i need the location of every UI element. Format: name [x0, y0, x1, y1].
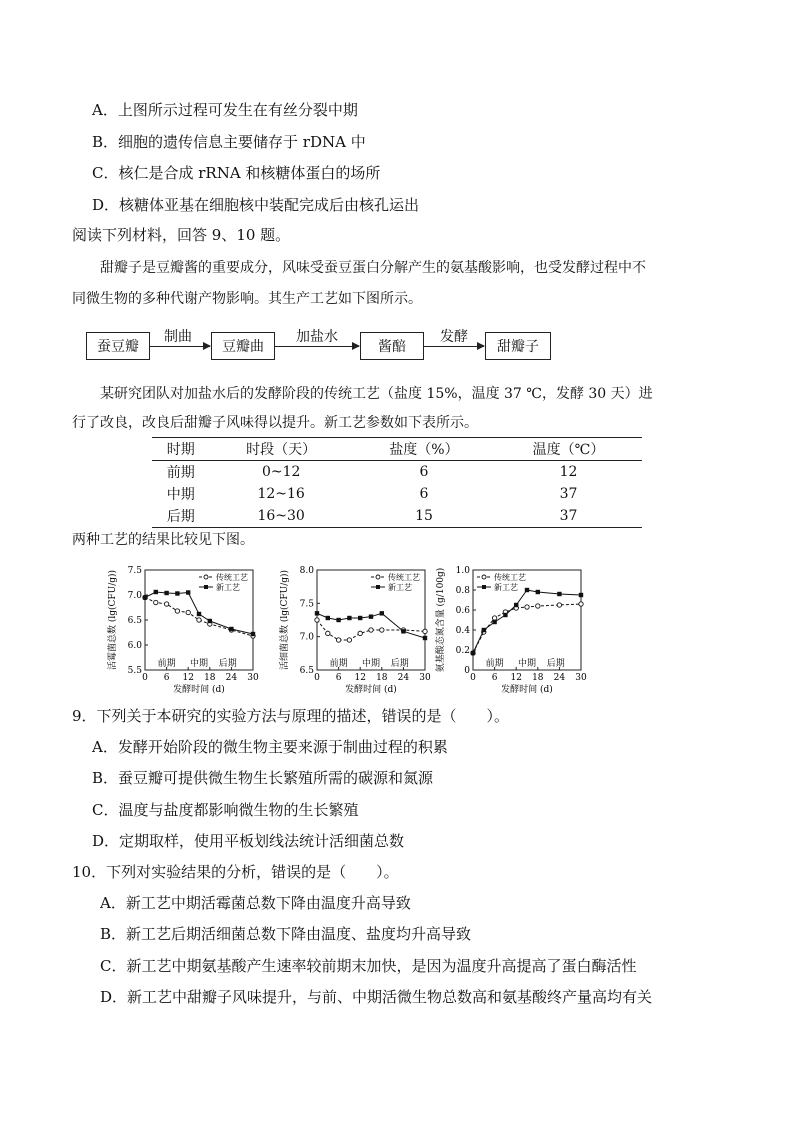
data-point-new — [423, 636, 427, 640]
q8-option-d: D．核糖体亚基在细胞核中装配完成后由核孔运出 — [92, 196, 420, 214]
x-tick-label: 30 — [419, 673, 431, 683]
data-point-new — [326, 616, 330, 620]
table-header: 盐度（%） — [389, 442, 459, 458]
x-tick-label: 24 — [397, 673, 410, 683]
phase-label: 后期 — [390, 659, 409, 669]
legend-marker-new — [482, 585, 486, 589]
data-point-traditional — [492, 616, 496, 620]
data-point-traditional — [175, 609, 179, 613]
data-point-traditional — [315, 618, 319, 622]
material-para1-line1: 甜瓣子是豆瓣酱的重要成分，风味受蚕豆蛋白分解产生的氨基酸影响，也受发酵过程中不 — [100, 260, 646, 276]
table-row — [152, 483, 642, 505]
table-header: 时段（天） — [246, 442, 317, 458]
phase-label: 中期 — [361, 659, 381, 669]
y-tick-label: 6.5 — [127, 616, 142, 626]
phase-label: 中期 — [189, 659, 209, 669]
q9-option-b: B．蚕豆瓣可提供微生物生长繁殖所需的碳源和氮源 — [92, 769, 434, 787]
y-tick-label: 7.5 — [127, 566, 142, 576]
flow-label-brine: 加盐水 — [296, 329, 338, 345]
q9-stem: 9．下列关于本研究的实验方法与原理的描述，错误的是（ ）。 — [72, 707, 510, 725]
data-point-new — [579, 593, 583, 597]
table-cell: 6 — [419, 464, 429, 480]
q8-option-a: A．上图所示过程可发生在有丝分裂中期 — [92, 101, 358, 119]
y-axis-title: 氨基酸态氮含量 (g/100g) — [436, 567, 446, 673]
data-point-new — [369, 614, 373, 618]
x-tick-label: 30 — [247, 673, 259, 683]
data-point-traditional — [164, 602, 168, 606]
x-tick-label: 30 — [575, 673, 587, 683]
y-tick-label: 1.0 — [455, 566, 470, 576]
data-point-new — [208, 619, 212, 623]
q9-option-a: A．发酵开始阶段的微生物主要来源于制曲过程的积累 — [92, 738, 448, 756]
phase-label: 中期 — [517, 659, 537, 669]
q9-option-c: C．温度与盐度都影响微生物的生长繁殖 — [92, 801, 359, 819]
data-point-traditional — [557, 603, 561, 607]
data-point-new — [251, 632, 255, 636]
flow-box-broad-bean: 蚕豆瓣 — [86, 332, 150, 360]
table-cell: 15 — [415, 508, 433, 524]
compare-text: 两种工艺的结果比较见下图。 — [72, 532, 254, 548]
x-tick-label: 18 — [376, 673, 388, 683]
data-point-new — [186, 590, 190, 594]
x-tick-label: 6 — [163, 673, 170, 683]
data-point-traditional — [525, 605, 529, 609]
q8-option-c: C．核仁是合成 rRNA 和核糖体蛋白的场所 — [92, 164, 381, 182]
x-tick-label: 6 — [335, 673, 342, 683]
data-point-new — [143, 595, 147, 599]
flow-box-bean-koji: 豆瓣曲 — [211, 332, 275, 360]
y-tick-label: 0.4 — [455, 626, 470, 636]
series-line-traditional — [473, 604, 581, 653]
legend-marker-traditional — [482, 575, 486, 579]
x-tick-label: 12 — [354, 673, 366, 683]
q10-stem: 10．下列对实验结果的分析，错误的是（ ）。 — [72, 863, 399, 881]
table-cell: 12~16 — [257, 486, 305, 502]
y-tick-label: 0.2 — [455, 646, 470, 656]
legend-marker-new — [376, 585, 380, 589]
table-header-row — [152, 438, 642, 461]
table-cell: 0~12 — [261, 464, 301, 480]
table-cell: 16~30 — [257, 508, 305, 524]
data-point-traditional — [579, 602, 583, 606]
phase-label: 后期 — [546, 659, 565, 669]
legend-label-new: 新工艺 — [388, 583, 412, 592]
y-tick-label: 0.6 — [455, 606, 470, 616]
y-tick-label: 0 — [464, 666, 470, 676]
x-axis-title: 发酵时间 (d) — [345, 685, 397, 694]
material-para2-line1: 某研究团队对加盐水后的发酵阶段的传统工艺（盐度 15%，温度 37 ℃，发酵 30 天）进 — [100, 386, 653, 402]
data-point-new — [197, 612, 201, 616]
y-tick-label: 7.0 — [127, 591, 142, 601]
data-point-new — [514, 603, 518, 607]
data-point-traditional — [423, 629, 427, 633]
data-point-new — [401, 629, 405, 633]
material-para1-line2: 同微生物的多种代谢产物影响。其生产工艺如下图所示。 — [72, 291, 422, 307]
data-point-traditional — [336, 638, 340, 642]
y-axis-title: 活细菌总数 (lg(CFU/g)) — [280, 569, 290, 671]
table-cell: 12 — [559, 464, 578, 480]
x-tick-label: 0 — [314, 673, 320, 683]
table-cell: 37 — [559, 486, 578, 502]
legend-marker-new — [204, 585, 208, 589]
y-tick-label: 8.0 — [299, 566, 314, 576]
q10-option-b: B．新工艺后期活细菌总数下降由温度、盐度均升高导致 — [100, 925, 472, 943]
q10-option-a: A．新工艺中期活霉菌总数下降由温度升高导致 — [100, 894, 411, 912]
data-point-new — [525, 588, 529, 592]
legend-marker-traditional — [376, 575, 380, 579]
flow-arrow-3 — [424, 346, 484, 347]
q10-option-c: C．新工艺中期氨基酸产生速率较前期末加快，是因为温度升高提高了蛋白酶活性 — [100, 957, 637, 975]
y-tick-label: 0.8 — [455, 586, 470, 596]
table-row — [152, 505, 642, 528]
plot-frame — [473, 570, 581, 670]
table-cell: 后期 — [166, 509, 195, 525]
data-point-traditional — [154, 600, 158, 604]
q8-option-b: B．细胞的遗传信息主要储存于 rDNA 中 — [92, 133, 366, 151]
material-para2-line2: 行了改良，改良后甜瓣子风味得以提升。新工艺参数如下表所示。 — [72, 415, 478, 431]
data-point-new — [492, 620, 496, 624]
reading-intro: 阅读下列材料，回答 9、10 题。 — [72, 226, 291, 244]
table-cell: 37 — [559, 508, 578, 524]
y-axis-title: 活霉菌总数 (lg(CFU/g)) — [108, 569, 118, 671]
x-tick-label: 18 — [204, 673, 216, 683]
data-point-new — [471, 651, 475, 655]
data-point-new — [503, 613, 507, 617]
data-point-new — [380, 611, 384, 615]
data-point-traditional — [369, 628, 373, 632]
y-tick-label: 6.5 — [299, 666, 314, 676]
chart-mold-count — [105, 562, 265, 694]
data-point-traditional — [380, 628, 384, 632]
x-tick-label: 0 — [470, 673, 476, 683]
y-tick-label: 6.0 — [127, 641, 142, 651]
legend-label-new: 新工艺 — [494, 583, 518, 592]
table-header: 温度（℃） — [532, 442, 605, 458]
table-cell: 6 — [419, 486, 429, 502]
data-point-new — [315, 611, 319, 615]
phase-label: 前期 — [329, 659, 348, 669]
legend-label-traditional: 传统工艺 — [388, 573, 420, 582]
data-point-new — [336, 618, 340, 622]
legend-label-traditional: 传统工艺 — [494, 573, 526, 582]
x-tick-label: 24 — [553, 673, 566, 683]
data-point-new — [164, 591, 168, 595]
data-point-traditional — [358, 631, 362, 635]
data-point-new — [175, 591, 179, 595]
data-point-traditional — [186, 610, 190, 614]
x-axis-title: 发酵时间 (d) — [173, 685, 225, 694]
y-tick-label: 5.5 — [127, 666, 142, 676]
data-point-new — [557, 592, 561, 596]
y-tick-label: 7.0 — [299, 632, 314, 643]
y-tick-label: 7.5 — [299, 599, 314, 610]
phase-label: 后期 — [218, 659, 237, 669]
flow-label-koji: 制曲 — [164, 329, 192, 345]
x-tick-label: 12 — [182, 673, 194, 683]
table-row — [152, 461, 642, 484]
flow-label-ferment: 发酵 — [440, 329, 468, 345]
legend-marker-traditional — [204, 575, 208, 579]
data-point-new — [154, 590, 158, 594]
table-header: 时期 — [166, 442, 195, 458]
table-cell: 前期 — [166, 465, 195, 481]
data-point-new — [347, 616, 351, 620]
data-point-new — [482, 628, 486, 632]
q9-option-d: D．定期取样，使用平板划线法统计活细菌总数 — [92, 832, 405, 850]
data-point-traditional — [536, 604, 540, 608]
legend-label-traditional: 传统工艺 — [216, 573, 248, 582]
table-cell: 中期 — [166, 487, 195, 503]
data-point-new — [229, 627, 233, 631]
x-tick-label: 0 — [142, 673, 148, 683]
data-point-new — [536, 590, 540, 594]
x-tick-label: 6 — [491, 673, 498, 683]
x-tick-label: 24 — [225, 673, 238, 683]
x-axis-title: 发酵时间 (d) — [501, 685, 553, 694]
flow-arrow-2 — [275, 346, 359, 347]
data-point-traditional — [197, 618, 201, 622]
data-point-traditional — [326, 631, 330, 635]
chart-bacteria-count — [277, 562, 437, 694]
data-point-traditional — [347, 638, 351, 642]
phase-label: 前期 — [157, 659, 176, 669]
legend-label-new: 新工艺 — [216, 583, 240, 592]
flow-arrow-1 — [150, 346, 210, 347]
x-tick-label: 18 — [532, 673, 544, 683]
new-process-parameter-table — [152, 437, 642, 528]
series-line-new — [473, 590, 581, 653]
q10-option-d: D．新工艺中甜瓣子风味提升，与前、中期活微生物总数高和氨基酸终产量高均有关 — [100, 988, 653, 1006]
data-point-new — [358, 616, 362, 620]
x-tick-label: 12 — [510, 673, 522, 683]
flow-box-mash: 酱醅 — [360, 332, 424, 360]
phase-label: 前期 — [485, 659, 504, 669]
flow-box-sweet-bean: 甜瓣子 — [485, 332, 551, 360]
chart-amino-nitrogen — [433, 562, 593, 694]
